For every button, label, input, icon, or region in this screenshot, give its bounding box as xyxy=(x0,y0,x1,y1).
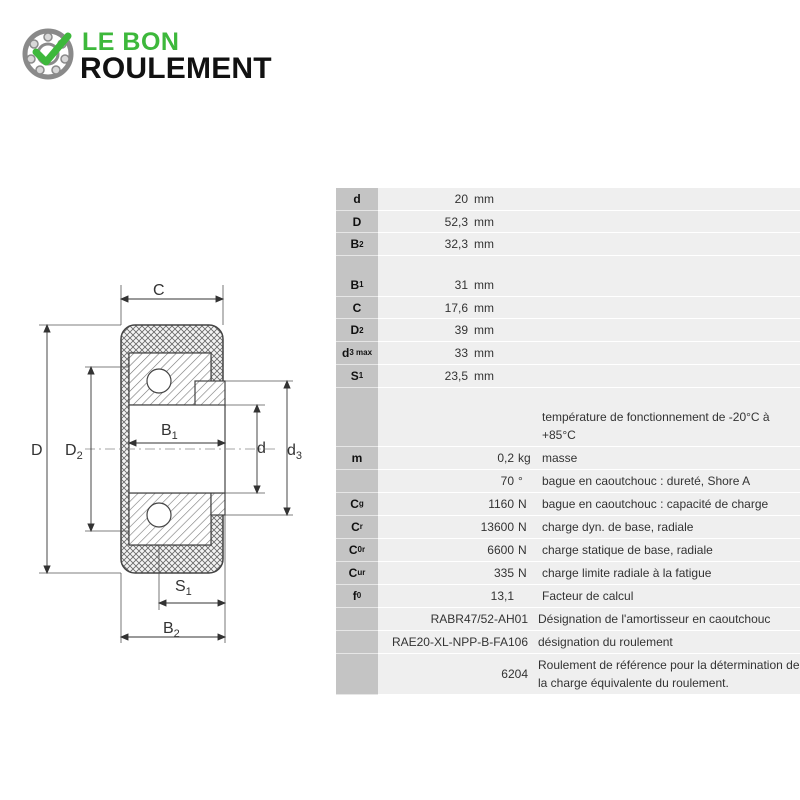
property-value: RAE20-XL-NPP-B-FA106 xyxy=(391,634,528,649)
dimension-value: 32,3 xyxy=(444,237,468,252)
property-row xyxy=(336,631,800,654)
property-value: 13600 xyxy=(480,519,514,534)
property-unit: ° xyxy=(518,473,523,488)
symbol-subscript: g xyxy=(358,499,364,508)
symbol-subscript: 3 max xyxy=(349,348,373,358)
symbol-letter: m xyxy=(351,450,363,465)
property-unit: N xyxy=(518,519,527,534)
symbol-cell xyxy=(336,608,378,631)
symbol-letter: D xyxy=(350,323,360,338)
property-description: Désignation de l'amortisseur en caoutchouc xyxy=(538,611,771,626)
dimension-value: 20 xyxy=(454,191,468,206)
symbol-cell xyxy=(336,562,378,585)
symbol-subscript: ur xyxy=(357,568,366,577)
property-row xyxy=(336,585,800,608)
property-description: désignation du roulement xyxy=(538,634,673,649)
properties-group xyxy=(336,406,800,695)
symbol-letter: d xyxy=(353,191,361,206)
property-value: RABR47/52-AH01 xyxy=(430,611,528,626)
property-unit: N xyxy=(518,542,527,557)
table-spacer xyxy=(336,256,800,274)
property-row xyxy=(336,562,800,585)
dimension-unit: mm xyxy=(474,214,494,229)
symbol-cell xyxy=(336,631,378,654)
symbol-letter: S xyxy=(350,368,359,383)
label-c: C xyxy=(153,282,165,299)
symbol-cell xyxy=(336,539,378,562)
property-description: température de fonctionnement de -20°C à +85°C xyxy=(542,409,770,442)
property-value: 6600 xyxy=(487,542,514,557)
label-D2: $D_2$ xyxy=(65,442,83,462)
symbol-subscript: 2 xyxy=(359,325,364,335)
property-description: charge dyn. de base, radiale xyxy=(542,519,694,534)
dimension-row xyxy=(336,211,800,234)
bearing-check-icon xyxy=(22,28,74,80)
symbol-cell xyxy=(336,406,378,447)
property-value: 1160 xyxy=(488,496,514,511)
bearing-technical-drawing xyxy=(25,275,325,645)
symbol-cell xyxy=(336,233,378,256)
specification-table xyxy=(336,188,800,695)
dimension-row xyxy=(336,188,800,211)
symbol-cell xyxy=(336,493,378,516)
symbol-cell xyxy=(336,447,378,470)
symbol-cell xyxy=(336,319,378,342)
property-row xyxy=(336,447,800,470)
symbol-subscript: 1 xyxy=(358,371,364,381)
property-description: charge limite radiale à la fatigue xyxy=(542,565,712,580)
dimension-unit: mm xyxy=(474,191,494,206)
dimension-row xyxy=(336,297,800,320)
dimension-row xyxy=(336,233,800,256)
symbol-subscript: 1 xyxy=(359,280,364,290)
symbol-subscript: 2 xyxy=(359,239,364,249)
symbol-letter: C xyxy=(350,496,359,511)
symbol-letter: d xyxy=(341,345,350,360)
label-B1: $B_1$ xyxy=(161,422,178,442)
symbol-cell xyxy=(336,297,378,320)
property-value: 335 xyxy=(493,565,514,580)
symbol-letter: f xyxy=(352,588,357,603)
dimension-row xyxy=(336,365,800,388)
property-row xyxy=(336,493,800,516)
property-value: 70 xyxy=(500,473,514,488)
dimension-value: 31 xyxy=(454,277,468,292)
label-d3: $d_3$ xyxy=(287,442,303,462)
property-description: Roulement de référence pour la détermination de la charge équivalente du roulement. xyxy=(538,657,800,690)
symbol-cell xyxy=(336,188,378,211)
dimension-row xyxy=(336,342,800,365)
brand-logo xyxy=(22,26,302,86)
symbol-cell xyxy=(336,365,378,388)
property-value: 6204 xyxy=(501,666,528,681)
property-description: bague en caoutchouc : capacité de charge xyxy=(542,496,769,511)
dimension-unit: mm xyxy=(474,237,494,252)
symbol-subscript: 0r xyxy=(357,545,366,554)
property-row xyxy=(336,539,800,562)
dimension-value: 39 xyxy=(454,323,468,338)
symbol-subscript: r xyxy=(359,522,363,531)
symbol-letter: B xyxy=(350,277,360,292)
property-row xyxy=(336,470,800,493)
dimension-unit: mm xyxy=(474,277,494,292)
symbol-subscript: 0 xyxy=(356,591,362,600)
symbol-cell xyxy=(336,470,378,493)
label-B2: $B_2$ xyxy=(163,620,180,640)
dimension-value: 23,5 xyxy=(444,368,468,383)
label-D: D xyxy=(31,442,43,459)
symbol-cell xyxy=(336,274,378,297)
property-row xyxy=(336,406,800,447)
dimension-unit: mm xyxy=(474,300,494,315)
bearing-cross-section-svg xyxy=(25,275,325,645)
symbol-cell xyxy=(336,211,378,234)
property-unit: kg xyxy=(518,450,531,465)
dimension-row xyxy=(336,274,800,297)
property-row xyxy=(336,516,800,539)
symbol-letter: C xyxy=(352,300,362,315)
dimension-value: 33 xyxy=(454,345,468,360)
logo-text-le-bon: LE BON xyxy=(82,28,180,56)
property-value: 13,1 xyxy=(490,588,514,603)
label-S1: $S_1$ xyxy=(175,578,192,598)
property-description: masse xyxy=(542,450,578,465)
table-spacer xyxy=(336,388,800,406)
dimension-row xyxy=(336,319,800,342)
property-row xyxy=(336,654,800,695)
dimension-value: 17,6 xyxy=(444,300,468,315)
symbol-letter: B xyxy=(350,237,360,252)
dimensions-group-main xyxy=(336,188,800,256)
property-value: 0,2 xyxy=(497,450,514,465)
label-d: d xyxy=(257,440,266,457)
symbol-letter: C xyxy=(348,565,358,580)
property-row xyxy=(336,608,800,631)
symbol-cell xyxy=(336,585,378,608)
property-unit: N xyxy=(518,565,527,580)
property-unit: N xyxy=(518,496,527,511)
dimension-unit: mm xyxy=(474,345,494,360)
symbol-cell xyxy=(336,654,378,695)
symbol-cell xyxy=(336,342,378,365)
property-description: charge statique de base, radiale xyxy=(542,542,713,557)
symbol-letter: D xyxy=(352,214,362,229)
symbol-letter: C xyxy=(348,542,358,557)
logo-text-roulement: ROULEMENT xyxy=(80,52,272,85)
symbol-letter: C xyxy=(351,519,360,534)
property-description: Facteur de calcul xyxy=(542,588,634,603)
dimension-unit: mm xyxy=(474,368,494,383)
property-description: bague en caoutchouc : dureté, Shore A xyxy=(542,473,751,488)
dimension-unit: mm xyxy=(474,323,494,338)
dimensions-group-secondary xyxy=(336,274,800,387)
dimension-value: 52,3 xyxy=(444,214,468,229)
symbol-cell xyxy=(336,516,378,539)
